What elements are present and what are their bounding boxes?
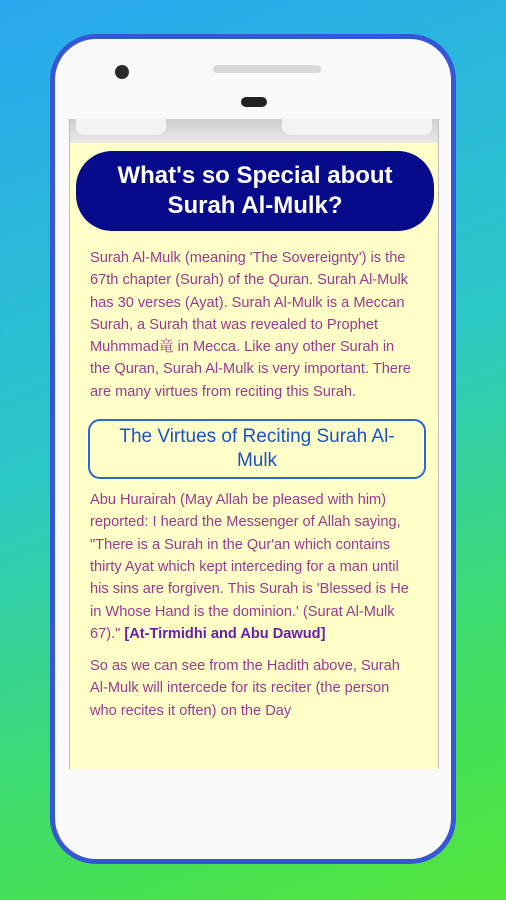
decorative-top-frame xyxy=(70,119,438,143)
section-heading: The Virtues of Reciting Surah Al-Mulk xyxy=(88,419,426,479)
phone-mockup xyxy=(50,34,456,864)
hadith-text: Abu Hurairah (May Allah be pleased with him) reported: I heard the Messenger of Allah saying, "There is a Surah in the Qur'an which contains thirty Ayat which kept interceding for a man until his sins are forgiven. This Surah is 'Blessed is He in Whose Hand is the dominion.' (Surat Al-Mulk 67)." xyxy=(90,492,409,642)
page-title: What's so Special about Surah Al-Mulk? xyxy=(76,151,434,231)
frame-ornament-right xyxy=(282,119,432,135)
earpiece-speaker xyxy=(213,65,321,73)
proximity-sensor xyxy=(241,97,267,107)
front-camera-icon xyxy=(115,65,129,79)
intro-paragraph: Surah Al-Mulk (meaning 'The Sovereignty') is the 67th chapter (Surah) of the Quran. Surah Al-Mulk has 30 verses (Ayat). Surah Al-Mulk is a Meccan Surah, a Surah that was revealed to Prophet Muhmmad⻯ in Mecca. Like any other Surah in the Quran, Surah Al-Mulk is very important. There are many virtues from reciting this Surah. xyxy=(90,250,411,400)
hadith-paragraph xyxy=(70,489,438,645)
hadith-citation: [At-Tirmidhi and Abu Dawud] xyxy=(124,625,326,642)
frame-ornament-left xyxy=(76,119,166,135)
app-screen[interactable] xyxy=(69,119,439,769)
followup-paragraph: So as we can see from the Hadith above, Surah Al-Mulk will intercede for its reciter (the person who recites it often) on the Day xyxy=(90,658,400,719)
